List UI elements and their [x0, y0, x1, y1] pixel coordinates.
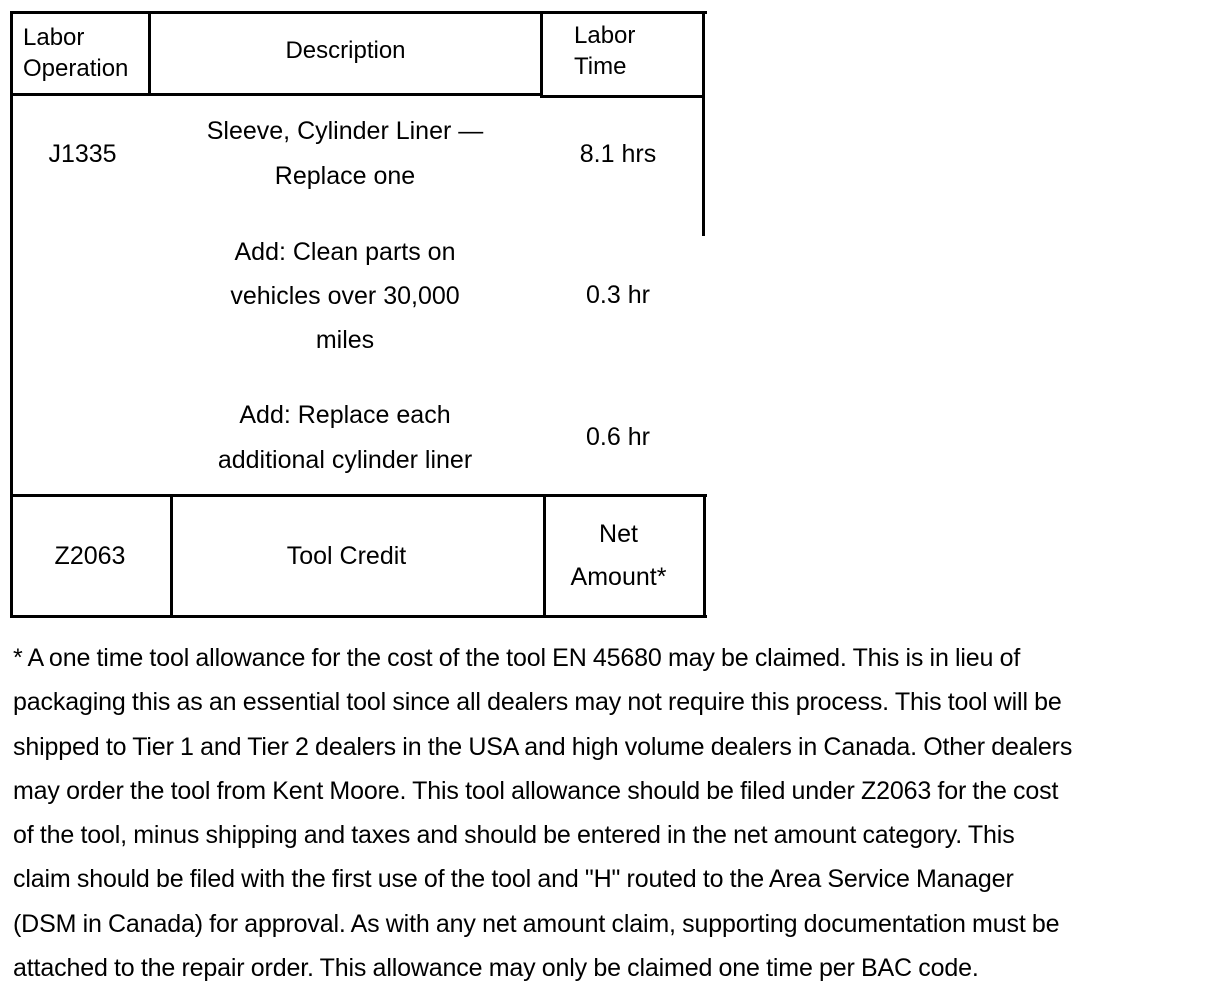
row1-operation: J1335	[48, 139, 117, 168]
row1-entry1-time: 8.1 hrs	[579, 139, 657, 168]
row1-entry3-time: 0.6 hr	[586, 423, 650, 451]
footnote-line: shipped to Tier 1 and Tier 2 dealers in the USA and high volume dealers in Canada. Other dealers	[13, 732, 1073, 761]
row2-operation: Z2063	[54, 541, 126, 570]
footnote-line: claim should be filed with the first use of the tool and "H" routed to the Area Service Manager	[13, 865, 1014, 894]
row1-entry2-time: 0.3 hr	[586, 281, 650, 309]
row2-time	[546, 497, 691, 615]
row1-entry2-description-line: miles	[315, 326, 375, 354]
table-border-right-lower	[703, 494, 706, 618]
row1-entry3-description-line: additional cylinder liner	[217, 446, 473, 474]
header-labor-time-line1: Labor	[574, 22, 636, 49]
header-labor-operation-line1: Labor	[23, 24, 85, 51]
header-description: Description	[285, 37, 406, 64]
header-bottom-border	[10, 93, 543, 96]
row2-time-line2: Amount*	[570, 563, 667, 591]
header-labor-time	[574, 20, 635, 82]
header-divider-2	[540, 11, 543, 97]
footnote-line: may order the tool from Kent Moore. This tool allowance should be filed under Z2063 for the cost	[13, 776, 1059, 805]
row1-entry1-description	[160, 109, 530, 199]
footnote-line: * A one time tool allowance for the cost of the tool EN 45680 may be claimed. This is in lieu of	[13, 644, 1021, 672]
tool-allowance-footnote	[13, 636, 1213, 990]
labor-operations-table	[10, 11, 707, 618]
footnote-line: (DSM in Canada) for approval. As with any net amount claim, supporting documentation must be	[13, 909, 1060, 938]
row1-entry3-description-line: Add: Replace each	[239, 401, 451, 429]
row1-entry2-description	[160, 230, 530, 362]
header-labor-operation-line2: Operation	[23, 55, 129, 82]
row1-entry1-description-line: Replace one	[274, 162, 416, 190]
row1-entry1-description-line: Sleeve, Cylinder Liner —	[206, 117, 484, 145]
footnote-line: packaging this as an essential tool since all dealers may not require this process. This tool will be	[13, 688, 1062, 717]
table-border-top	[10, 11, 707, 14]
header-labor-time-line2: Time	[574, 53, 627, 80]
footnote-line: of the tool, minus shipping and taxes and should be entered in the net amount category. This	[13, 821, 1015, 850]
row1-entry3-description	[160, 393, 530, 483]
table-border-right	[702, 11, 705, 236]
row1-entry2-description-line: Add: Clean parts on	[234, 238, 456, 266]
row2-description: Tool Credit	[286, 541, 407, 570]
header-bottom-border-right	[540, 95, 705, 98]
footnote-line: attached to the repair order. This allowance may only be claimed one time per BAC code.	[13, 954, 979, 983]
table-border-bottom	[10, 615, 707, 618]
header-labor-operation	[23, 22, 128, 84]
row2-time-line1: Net	[599, 520, 638, 548]
row1-entry2-description-line: vehicles over 30,000	[230, 282, 460, 310]
